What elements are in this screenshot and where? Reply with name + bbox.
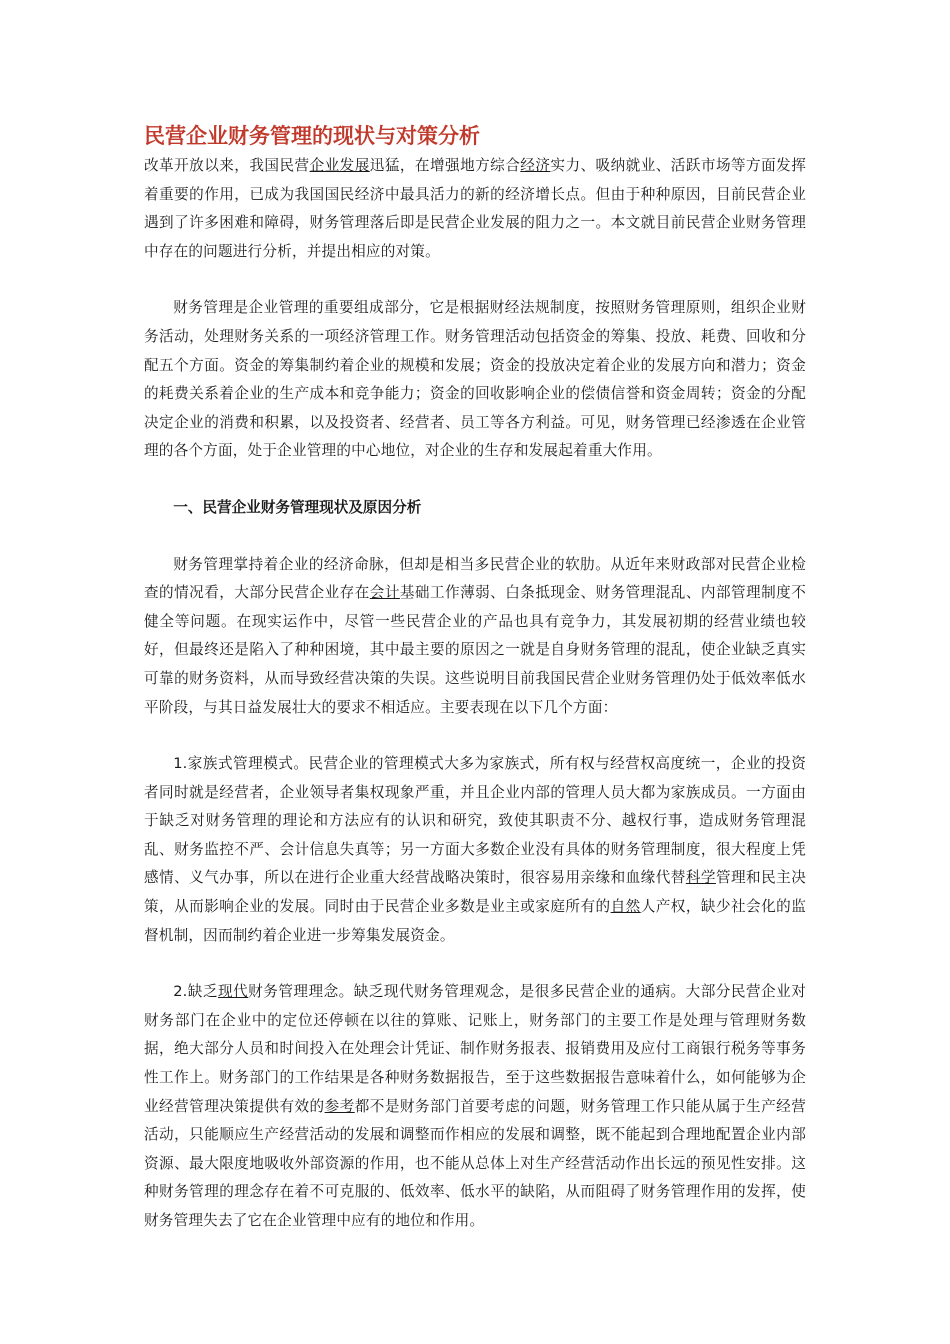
- article-body: [144, 120, 806, 1236]
- text-run: 改革开放以来，我国民营: [144, 157, 310, 174]
- text-run: 财务管理理念。缺乏现代财务管理观念，是很多民营企业的通病。大部分民营企业对财务部门在企业中的定位还停顿在以往的算账、记账上，财务部门的主要工作是处理与管理财务数据，绝大部分人员和时间投入在处理会计凭证、制作财务报表、报销费用及应付工商银行税务等事务性工作上。财务部门的工作结果是各种财务数据报告，至于这些数据报告意味着什么，如何能够为企业经营管理决策提供有效的: [144, 983, 806, 1115]
- intro-paragraph: [144, 152, 806, 266]
- keyword-link[interactable]: 自然: [610, 898, 641, 916]
- keyword-link[interactable]: 经济: [520, 157, 551, 174]
- keyword-link[interactable]: 科学: [685, 869, 716, 887]
- text-run: 2.缺乏: [173, 983, 218, 1001]
- article-title: 民营企业财务管理的现状与对策分析: [144, 124, 480, 148]
- point-2-modern-concept: [144, 978, 806, 1235]
- section-heading-1: 一、民营企业财务管理现状及原因分析: [173, 498, 422, 516]
- point-1-family-management: [144, 750, 806, 950]
- text-run: 人产权，缺少社会化的监督机制，因而制约着企业进一步筹集发展资金。: [144, 898, 807, 944]
- text-run: 都不是财务部门首要考虑的问题，财务管理工作只能从属于生产经营活动，只能顺应生产经营活动的发展和调整而作相应的发展和调整，既不能起到合理地配置企业内部资源、最大限度地吸收外部资源的作用，也不能从总体上对生产经营活动作出长远的预见性安排。这种财务管理的理念存在着不可克服的、低效率、低水平的缺陷，从而阻碍了财务管理作用的发挥，使财务管理失去了它在企业管理中应有的地位和作用。: [144, 1097, 806, 1229]
- text-run: 实力、吸纳就业、活跃市场等方面发挥着重要的作用，已成为我国国民经济中最具活力的新的经济增长点。但由于种种原因，目前民营企业遇到了许多困难和障碍，财务管理落后即是民营企业发展的阻力之一。本文就目前民营企业财务管理中存在的问题进行分析，并提出相应的对策。: [144, 157, 806, 260]
- paragraph-status-analysis: [144, 551, 806, 723]
- text-run: 财务管理是企业管理的重要组成部分，它是根据财经法规制度，按照财务管理原则，组织企业财务活动，处理财务关系的一项经济管理工作。财务管理活动包括资金的筹集、投放、耗费、回收和分配五个方面。资金的筹集制约着企业的规模和发展；资金的投放决定着企业的发展方向和潜力；资金的耗费关系着企业的生产成本和竞争能力；资金的回收影响企业的偿债信誉和资金周转；资金的分配决定企业的消费和积累，以及投资者、经营者、员工等各方利益。可见，财务管理已经渗透在企业管理的各个方面，处于企业管理的中心地位，对企业的生存和发展起着重大作用。: [144, 299, 806, 460]
- text-run: 迅猛，在增强地方综合: [369, 157, 521, 174]
- keyword-link[interactable]: 企业发展: [309, 157, 370, 174]
- paragraph-gap: [144, 722, 806, 750]
- keyword-link[interactable]: 现代: [217, 983, 249, 1001]
- paragraph-gap: [144, 523, 806, 551]
- text-run: 管理和民主决策，从而影响企业的发展。同时由于民营企业多数是业主或家庭所有的: [144, 869, 806, 916]
- keyword-link[interactable]: 会计: [369, 584, 400, 602]
- keyword-link[interactable]: 参考: [324, 1097, 355, 1115]
- paragraph-gap: [144, 266, 806, 294]
- text-run: 1.家族式管理模式。民营企业的管理模式大多为家族式，所有权与经营权高度统一，企业的投资者同时就是经营者，企业领导者集权现象严重，并且企业内部的管理人员大都为家族成员。一方面由于缺乏对财务管理的理论和方法应有的认识和研究，致使其职责不分、越权行事，造成财务管理混乱、财务监控不严、会计信息失真等；另一方面大多数企业没有具体的财务管理制度，很大程度上凭感情、义气办事，所以在进行企业重大经营战略决策时，很容易用亲缘和血缘代替: [144, 755, 806, 887]
- text-run: 基础工作薄弱、白条抵现金、财务管理混乱、内部管理制度不健全等问题。在现实运作中，尽管一些民营企业的产品也具有竞争力，其发展初期的经营业绩也较好，但最终还是陷入了种种困境，其中最主要的原因之一就是自身财务管理的混乱，使企业缺乏真实可靠的财务资料，从而导致经营决策的失误。这些说明目前我国民营企业财务管理仍处于低效率低水平阶段，与其日益发展壮大的要求不相适应。主要表现在以下几个方面：: [144, 584, 806, 716]
- paragraph-gap: [144, 466, 806, 494]
- paragraph-gap: [144, 950, 806, 978]
- text-run: 财务管理掌持着企业的经济命脉，但却是相当多民营企业的软肋。从近年来财政部对民营企业检查的情况看，大部分民营企业存在: [144, 555, 806, 602]
- paragraph-finance-definition: [144, 294, 806, 466]
